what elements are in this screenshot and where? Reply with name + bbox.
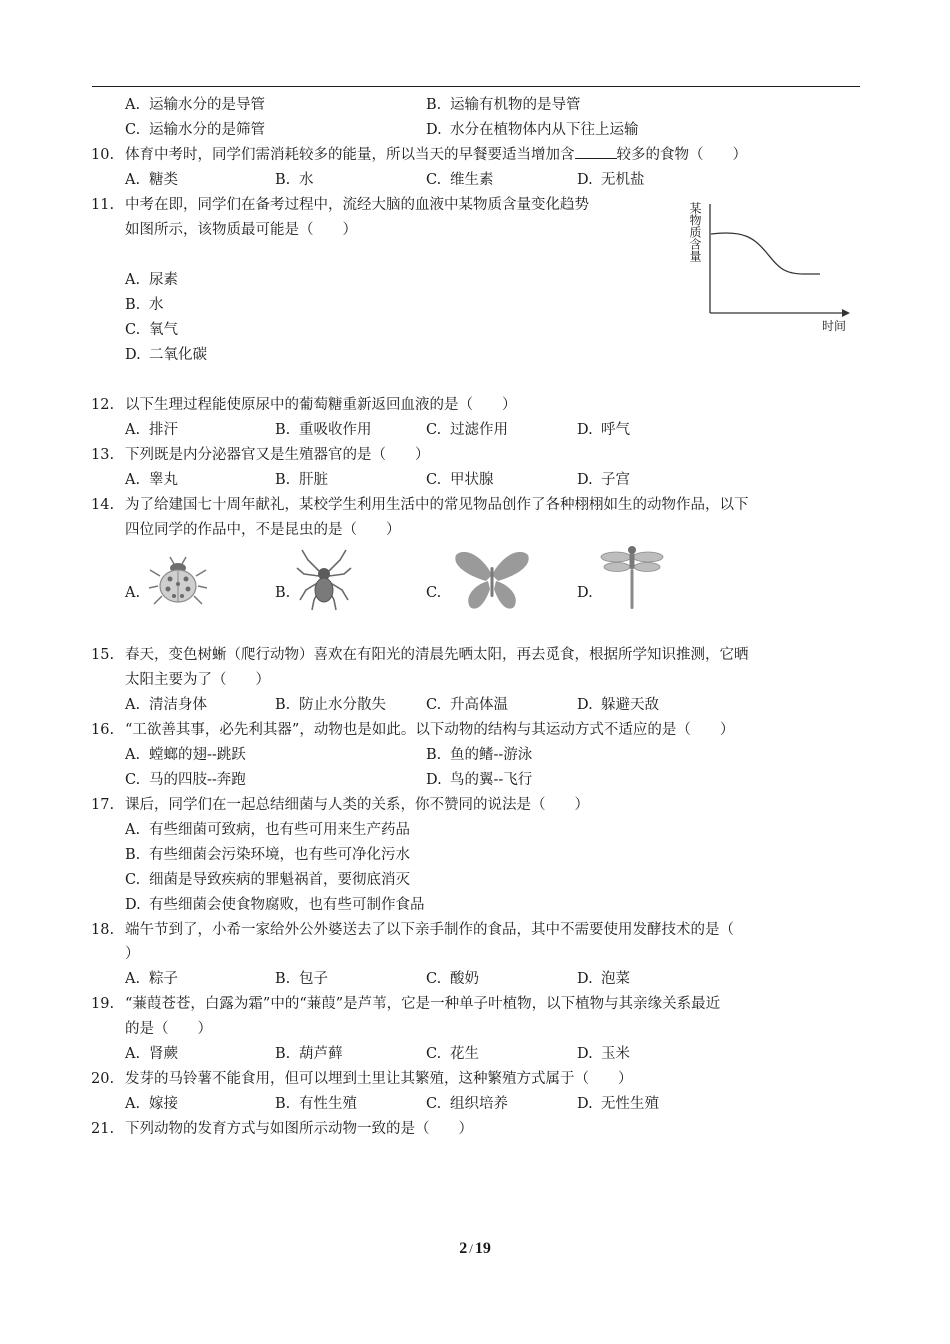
q11-x-axis-label: 时间 bbox=[822, 319, 847, 333]
q15-option-d[interactable]: D. 躲避天敌 bbox=[577, 697, 659, 713]
dragonfly-icon[interactable] bbox=[600, 543, 664, 613]
q19-option-d[interactable]: D. 玉米 bbox=[577, 1046, 630, 1062]
q15-option-c[interactable]: C. 升高体温 bbox=[426, 697, 508, 713]
answer-blank[interactable] bbox=[575, 144, 617, 159]
q13-option-c[interactable]: C. 甲状腺 bbox=[426, 472, 494, 488]
q15-option-a[interactable]: A. 清洁身体 bbox=[125, 697, 207, 713]
spider-icon[interactable] bbox=[294, 546, 354, 614]
trend-curve bbox=[711, 233, 820, 274]
q13-option-a[interactable]: A. 睾丸 bbox=[125, 472, 178, 488]
q13-option-b[interactable]: B. 肝脏 bbox=[275, 472, 328, 488]
q18-option-a[interactable]: A. 粽子 bbox=[125, 971, 178, 987]
q9-option-a[interactable]: A. 运输水分的是导管 bbox=[125, 97, 265, 113]
q10-option-c[interactable]: C. 维生素 bbox=[426, 172, 494, 188]
q9-option-b[interactable]: B. 运输有机物的是导管 bbox=[426, 97, 581, 113]
q12-option-d[interactable]: D. 呼气 bbox=[577, 422, 630, 438]
q18-option-d[interactable]: D. 泡菜 bbox=[577, 971, 630, 987]
q10-option-b[interactable]: B. 水 bbox=[275, 172, 314, 188]
q16-option-c[interactable]: C. 马的四肢--奔跑 bbox=[125, 772, 246, 788]
q14-option-b[interactable]: B. bbox=[275, 585, 291, 601]
q18-option-b[interactable]: B. 包子 bbox=[275, 971, 328, 987]
x-axis-arrow-icon bbox=[842, 309, 850, 317]
q11-y-axis-label: 某物质含量 bbox=[688, 202, 702, 262]
header-rule bbox=[92, 86, 860, 87]
q14-option-d[interactable]: D. bbox=[577, 585, 593, 601]
q20-option-b[interactable]: B. 有性生殖 bbox=[275, 1096, 357, 1112]
q16-option-b[interactable]: B. 鱼的鳍--游泳 bbox=[426, 747, 533, 763]
q10-option-d[interactable]: D. 无机盐 bbox=[577, 172, 645, 188]
q9-option-c[interactable]: C. 运输水分的是筛管 bbox=[125, 122, 265, 138]
q15-option-b[interactable]: B. 防止水分散失 bbox=[275, 697, 386, 713]
q20-option-c[interactable]: C. 组织培养 bbox=[426, 1096, 508, 1112]
q19-option-c[interactable]: C. 花生 bbox=[426, 1046, 479, 1062]
q12-option-a[interactable]: A. 排汗 bbox=[125, 422, 178, 438]
q10-option-a[interactable]: A. 糖类 bbox=[125, 172, 178, 188]
butterfly-icon[interactable] bbox=[452, 545, 532, 615]
q18-option-c[interactable]: C. 酸奶 bbox=[426, 971, 479, 987]
q19-option-b[interactable]: B. 葫芦藓 bbox=[275, 1046, 343, 1062]
q13-option-d[interactable]: D. 子宫 bbox=[577, 472, 630, 488]
exam-page: A. 运输水分的是导管 B. 运输有机物的是导管 C. 运输水分的是筛管 D. 水分在植物体内从下往上运输 10. 体育中考时，同学们需消耗较多的能量，所以当天的早餐要适当增加含 较多的食物（ ） A. 糖类 B. 水 C. 维生素 D. 无机盐 11. 中考在即，同学们在备考过程中，流经大脑的血液中某物质含量变化趋势 如图所示，该物质最可能是（ ） A. 尿素 B. 水 C. 氧气 D. 二氧化碳 某物质含量 时间 12. 以下生理过程能使原尿中的葡萄糖重新返回血液的是（ ） A. 排汗 B. 重吸收作用 C. 过滤作用 D. 呼气 13. 下列既是内分泌器官又是生殖器官的是（ ） A. 睾丸 B. 肝脏 C. 甲状腺 D. 子宫 14. 为了给建国七十周年献礼，某校学生利用生活中的常见物品创作了各种栩栩如生的动物作品，以下 四位同学的作品中，不是昆虫的是（ ） A. B. C. D. 15. 春天，变色树蜥（爬行动物）喜欢在有阳光的清晨先晒太阳，再去觅食，根据所学知识推测，它晒 太阳主要为了（ ） A. 清洁身体 B. 防止水分散失 C. 升高体温 D. 躲避天敌 16. “工欲善其事，必先利其器”，动物也是如此。以下动物的结构与其运动方式不适应的是（ ） A. 螳螂的翅--跳跃 B. 鱼的鳍--游泳 C. 马的四肢--奔跑 D. 鸟的翼--飞行 17. 课后，同学们在一起总结细菌与人类的关系，你不赞同的说法是（ ） A. 有些细菌可致病，也有些可用来生产药品 B. 有些细菌会污染环境，也有些可净化污水 C. 细菌是导致疾病的罪魁祸首，要彻底消灭 D. 有些细菌会使食物腐败，也有些可制作食品 18. 端午节到了，小希一家给外公外婆送去了以下亲手制作的食品，其中不需要使用发酵技术的是（ ） A. 粽子 B. 包子 C. 酸奶 D. 泡菜 19. “蒹葭苍苍，白露为霜”中的“蒹葭”是芦苇，它是一种单子叶植物，以下植物与其亲缘关系最近 的是（ ） A. 肾蕨 B. 葫芦藓 C. 花生 D. 玉米 20. 发芽的马铃薯不能食用，但可以埋到土里让其繁殖，这种繁殖方式属于（ ） A. 嫁接 B. 有性生殖 C. 组织培养 D. 无性生殖 21. 下列动物的发育方式与如图所示动物一致的是（ ） 2 / 19 bbox=[0, 0, 950, 1344]
q14-option-a[interactable]: A. bbox=[125, 585, 141, 601]
q16-option-a[interactable]: A. 螳螂的翅--跳跃 bbox=[125, 747, 246, 763]
page-number: 2 / 19 bbox=[459, 1240, 491, 1257]
ladybug-icon[interactable] bbox=[146, 554, 210, 610]
q9-option-d[interactable]: D. 水分在植物体内从下往上运输 bbox=[426, 122, 639, 138]
q16-option-d[interactable]: D. 鸟的翼--飞行 bbox=[426, 772, 533, 788]
q20-option-d[interactable]: D. 无性生殖 bbox=[577, 1096, 659, 1112]
q14-option-c[interactable]: C. bbox=[426, 585, 442, 601]
q20-option-a[interactable]: A. 嫁接 bbox=[125, 1096, 178, 1112]
q11-trend-figure bbox=[684, 196, 864, 344]
q12-option-b[interactable]: B. 重吸收作用 bbox=[275, 422, 372, 438]
q19-option-a[interactable]: A. 肾蕨 bbox=[125, 1046, 178, 1062]
q12-option-c[interactable]: C. 过滤作用 bbox=[426, 422, 508, 438]
